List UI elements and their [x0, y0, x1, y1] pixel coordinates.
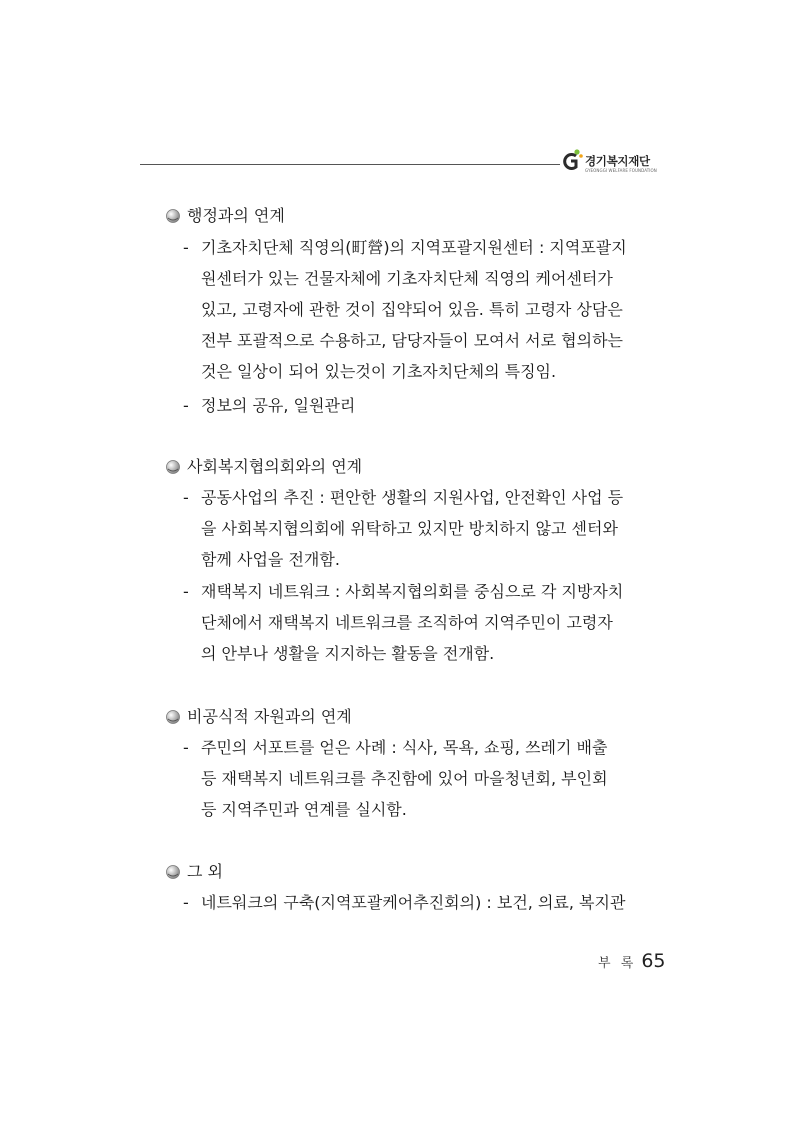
bullet-sphere-icon — [165, 208, 181, 224]
text-line: 기초자치단체 직영의(町營)의 지역포괄지원센터 : 지역포괄지 — [201, 238, 627, 257]
text-line: 전부 포괄적으로 수용하고, 담당자들이 모여서 서로 협의하는 — [201, 331, 624, 350]
section-title: 사회복지협의회와의 연계 — [187, 457, 363, 476]
bullet-sphere-icon — [165, 864, 181, 880]
text-line: 단체에서 재택복지 네트워크를 조직하여 지역주민이 고령자 — [201, 613, 613, 632]
text-line: 있고, 고령자에 관한 것이 집약되어 있음. 특히 고령자 상담은 — [201, 300, 623, 319]
dash-marker: - — [183, 582, 189, 601]
text-line: 함께 사업을 전개함. — [201, 550, 340, 569]
dash-marker: - — [183, 488, 189, 507]
bullet-sphere-icon — [165, 709, 181, 725]
section-title: 비공식적 자원과의 연계 — [187, 707, 352, 726]
org-name: 경기복지재단 — [585, 154, 650, 168]
dash-marker: - — [183, 396, 189, 415]
text-line: 원센터가 있는 건물자체에 기초자치단체 직영의 케어센터가 — [201, 269, 613, 288]
foundation-logo — [561, 148, 671, 178]
text-line: 등 지역주민과 연계를 실시함. — [201, 800, 407, 819]
appendix-label: 부 록 — [598, 956, 637, 971]
section-title: 그 외 — [187, 862, 223, 881]
text-line: 정보의 공유, 일원관리 — [201, 396, 356, 415]
section-title: 행정과의 연계 — [187, 206, 285, 225]
page-number-value: 65 — [641, 950, 666, 972]
text-line: 공동사업의 추진 : 편안한 생활의 지원사업, 안전확인 사업 등 — [201, 488, 624, 507]
org-name-en: GYEONGGI WELFARE FOUNDATION — [585, 168, 657, 173]
bullet-sphere-icon — [165, 459, 181, 475]
text-line: 네트워크의 구축(지역포괄케어추진회의) : 보건, 의료, 복지관 — [201, 893, 626, 912]
dash-marker: - — [183, 893, 189, 912]
foundation-logo-icon — [561, 148, 583, 174]
text-line: 재택복지 네트워크 : 사회복지협의회를 중심으로 각 지방자치 — [201, 582, 624, 601]
text-line: 의 안부나 생활을 지지하는 활동을 전개함. — [201, 644, 495, 663]
dash-marker: - — [183, 738, 189, 757]
page-number — [598, 950, 666, 972]
text-line: 것은 일상이 되어 있는것이 기초자치단체의 특징임. — [201, 362, 557, 381]
header-rule — [140, 164, 560, 165]
text-line: 주민의 서포트를 얻은 사례 : 식사, 목욕, 쇼핑, 쓰레기 배출 — [201, 738, 608, 757]
text-line: 을 사회복지협의회에 위탁하고 있지만 방치하지 않고 센터와 — [201, 519, 618, 538]
text-line: 등 재택복지 네트워크를 추진함에 있어 마을청년회, 부인회 — [201, 769, 608, 788]
dash-marker: - — [183, 238, 189, 257]
